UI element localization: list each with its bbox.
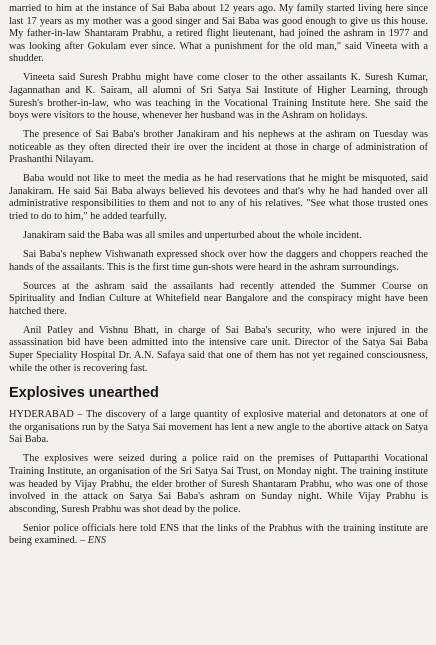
article-paragraph: Sai Baba's nephew Vishwanath expressed shock over how the daggers and choppers reached the hands of the assailants. This is the first time gun-shots were heard in the ashram surroundings. [9,249,428,273]
article-paragraph: Sources at the ashram said the assailants had recently attended the Summer Course on Spirituality and Indian Culture at Whitefield near Bangalore and the conspiracy might have been hatched there. [9,280,428,317]
story-paragraph [9,523,428,548]
article-paragraph: Janakiram said the Baba was all smiles and unperturbed about the whole incident. [23,230,362,242]
section-heading: Explosives unearthed [9,385,159,402]
article-paragraph: Anil Patley and Vishnu Bhatt, in charge of Sai Baba's security, who were injured in the assassination bid have been admitted into the intensive care unit. Director of the Satya Sai Baba Super Speciality Hospital Dr. A.N. Safaya said that one of them has not yet regained consciousness, while the other is recovering fast. [9,324,428,374]
article-paragraph: Vineeta said Suresh Prabhu might have come closer to the other assailants K. Suresh Kumar, Jagannathan and K. Sairam, all alumni of Sri Satya Sai Institute of Higher Learning, through Suresh's brother-in-law, who was teaching in the Vocational Training Institute here. She said the boys were visitors to the house, whenever her husband was in the Ashram on holidays. [9,72,428,122]
story-paragraph: HYDERABAD – The discovery of a large quantity of explosive material and detonators at one of the organisations run by the Satya Sai movement has lent a new angle to the abortive attack on Satya Sai Baba. [9,409,428,446]
article-paragraph: The presence of Sai Baba's brother Janakiram and his nephews at the ashram on Tuesday was noticeable as they often directed their ire over the incident at those in charge of administration of Prashanthi Nilayam. [9,129,428,166]
byline: – ENS [79,535,107,547]
story-paragraph: The explosives were seized during a police raid on the premises of Puttaparthi Vocational Training Institute, an organisation of the Sri Satya Sai Trust, on Monday night. The training institute was headed by Vijay Prabhu, the elder brother of Suresh Shantaram Prabhu, who was one of those involved in the attack on Satya Sai Baba's ashram on Sunday night. While Vijay Prabhu is absconding, Suresh Prabhu was shot dead by the police. [9,453,428,515]
article-paragraph: Baba would not like to meet the media as he had reservations that he might be misquoted, said Janakiram. He said Sai Baba always believed his devotees and that's why he had handed over all administrative responsibilities to them and not to any of his relatives. "See what those trusted ones tried to do to him," he added tearfully. [9,173,428,223]
article-paragraph: married to him at the instance of Sai Baba about 12 years ago. My family started living here since last 17 years as my mother was a good singer and Sai Baba was good enough to give us this house. My father-in-law Shantaram Prabhu, a retired flight lieutenant, had joined the ashram in 1977 and was looking after Gokulam ever since. What a punishment for the old man," said Vineeta with a shudder. [9,3,428,65]
story-text: Senior police officials here told ENS that the links of the Prabhus with the training institute are being examined. [9,522,428,547]
